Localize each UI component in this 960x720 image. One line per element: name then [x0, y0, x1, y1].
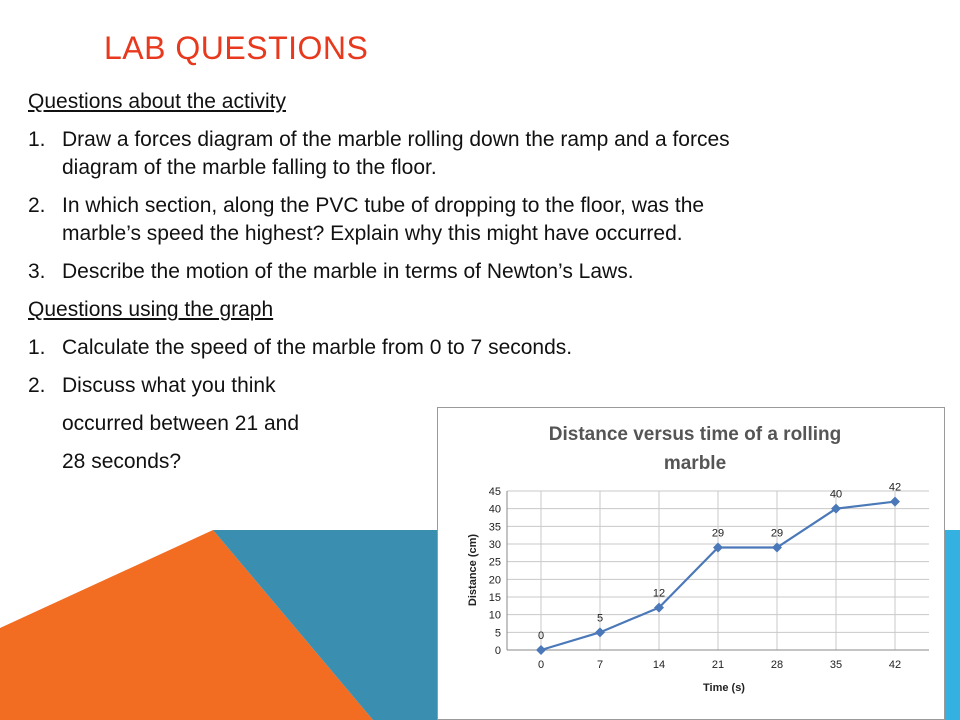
y-tick-label: 0: [494, 645, 501, 657]
y-tick-label: 35: [488, 521, 501, 534]
chart-title-line-1: Distance versus time of a rolling: [548, 424, 842, 445]
y-tick-label: 25: [488, 556, 501, 569]
y-tick-label: 5: [494, 627, 501, 640]
line-chart: [437, 407, 945, 720]
item-text: occurred between 21 and: [62, 412, 299, 435]
item-number: 1.: [28, 336, 46, 359]
data-label: 12: [652, 587, 666, 600]
chart-title-line-2: marble: [663, 453, 727, 474]
y-tick-label: 40: [488, 503, 501, 516]
list-item: [28, 126, 928, 182]
item-number: 1.: [28, 128, 46, 151]
item-text: Calculate the speed of the marble from 0 to 7 seconds.: [62, 336, 573, 359]
y-tick-label: 10: [488, 609, 501, 622]
x-tick-label: 7: [596, 659, 604, 671]
x-tick-label: 35: [829, 659, 843, 671]
data-label: 40: [829, 488, 843, 501]
y-axis-label: Distance (cm): [467, 533, 479, 607]
item-text: In which section, along the PVC tube of dropping to the floor, was the: [62, 194, 705, 217]
x-tick-label: 28: [770, 659, 784, 671]
item-number: 3.: [28, 260, 46, 283]
data-point: [595, 627, 605, 637]
data-label: 29: [770, 527, 784, 540]
series: [536, 482, 901, 655]
chart-svg: [438, 408, 944, 719]
list-item: [28, 372, 928, 400]
data-label: 29: [711, 527, 725, 540]
y-tick-label: 20: [488, 574, 501, 587]
axes: [489, 486, 929, 671]
gridlines: [507, 488, 929, 650]
section-heading-activity: Questions about the activity: [28, 90, 286, 113]
section-heading-graph: Questions using the graph: [28, 298, 274, 321]
x-axis-label: Time (s): [703, 682, 745, 694]
x-tick-label: 0: [537, 659, 545, 671]
item-text: marble’s speed the highest? Explain why this might have occurred.: [62, 222, 683, 245]
data-label: 5: [596, 612, 604, 625]
item-text: Describe the motion of the marble in terms of Newton’s Laws.: [62, 260, 634, 283]
item-text: Discuss what you think: [62, 374, 276, 397]
item-text: 28 seconds?: [62, 450, 182, 473]
data-point: [536, 645, 546, 655]
item-text: diagram of the marble falling to the floor.: [62, 156, 437, 179]
x-tick-label: 42: [888, 659, 902, 671]
x-tick-label: 14: [652, 659, 666, 671]
data-label: 0: [537, 630, 545, 642]
x-tick-label: 21: [711, 659, 725, 671]
list-item: [28, 334, 928, 362]
list-item: [28, 192, 928, 248]
list-item: [28, 258, 928, 286]
page-title: LAB QUESTIONS: [104, 30, 369, 66]
data-point: [890, 497, 900, 507]
y-tick-label: 15: [488, 592, 501, 604]
data-label: 42: [888, 481, 902, 494]
item-text: Draw a forces diagram of the marble rolling down the ramp and a forces: [62, 128, 730, 151]
item-number: 2.: [28, 194, 46, 217]
y-tick-label: 45: [488, 486, 501, 498]
y-tick-label: 30: [488, 539, 501, 551]
item-number: 2.: [28, 374, 46, 397]
